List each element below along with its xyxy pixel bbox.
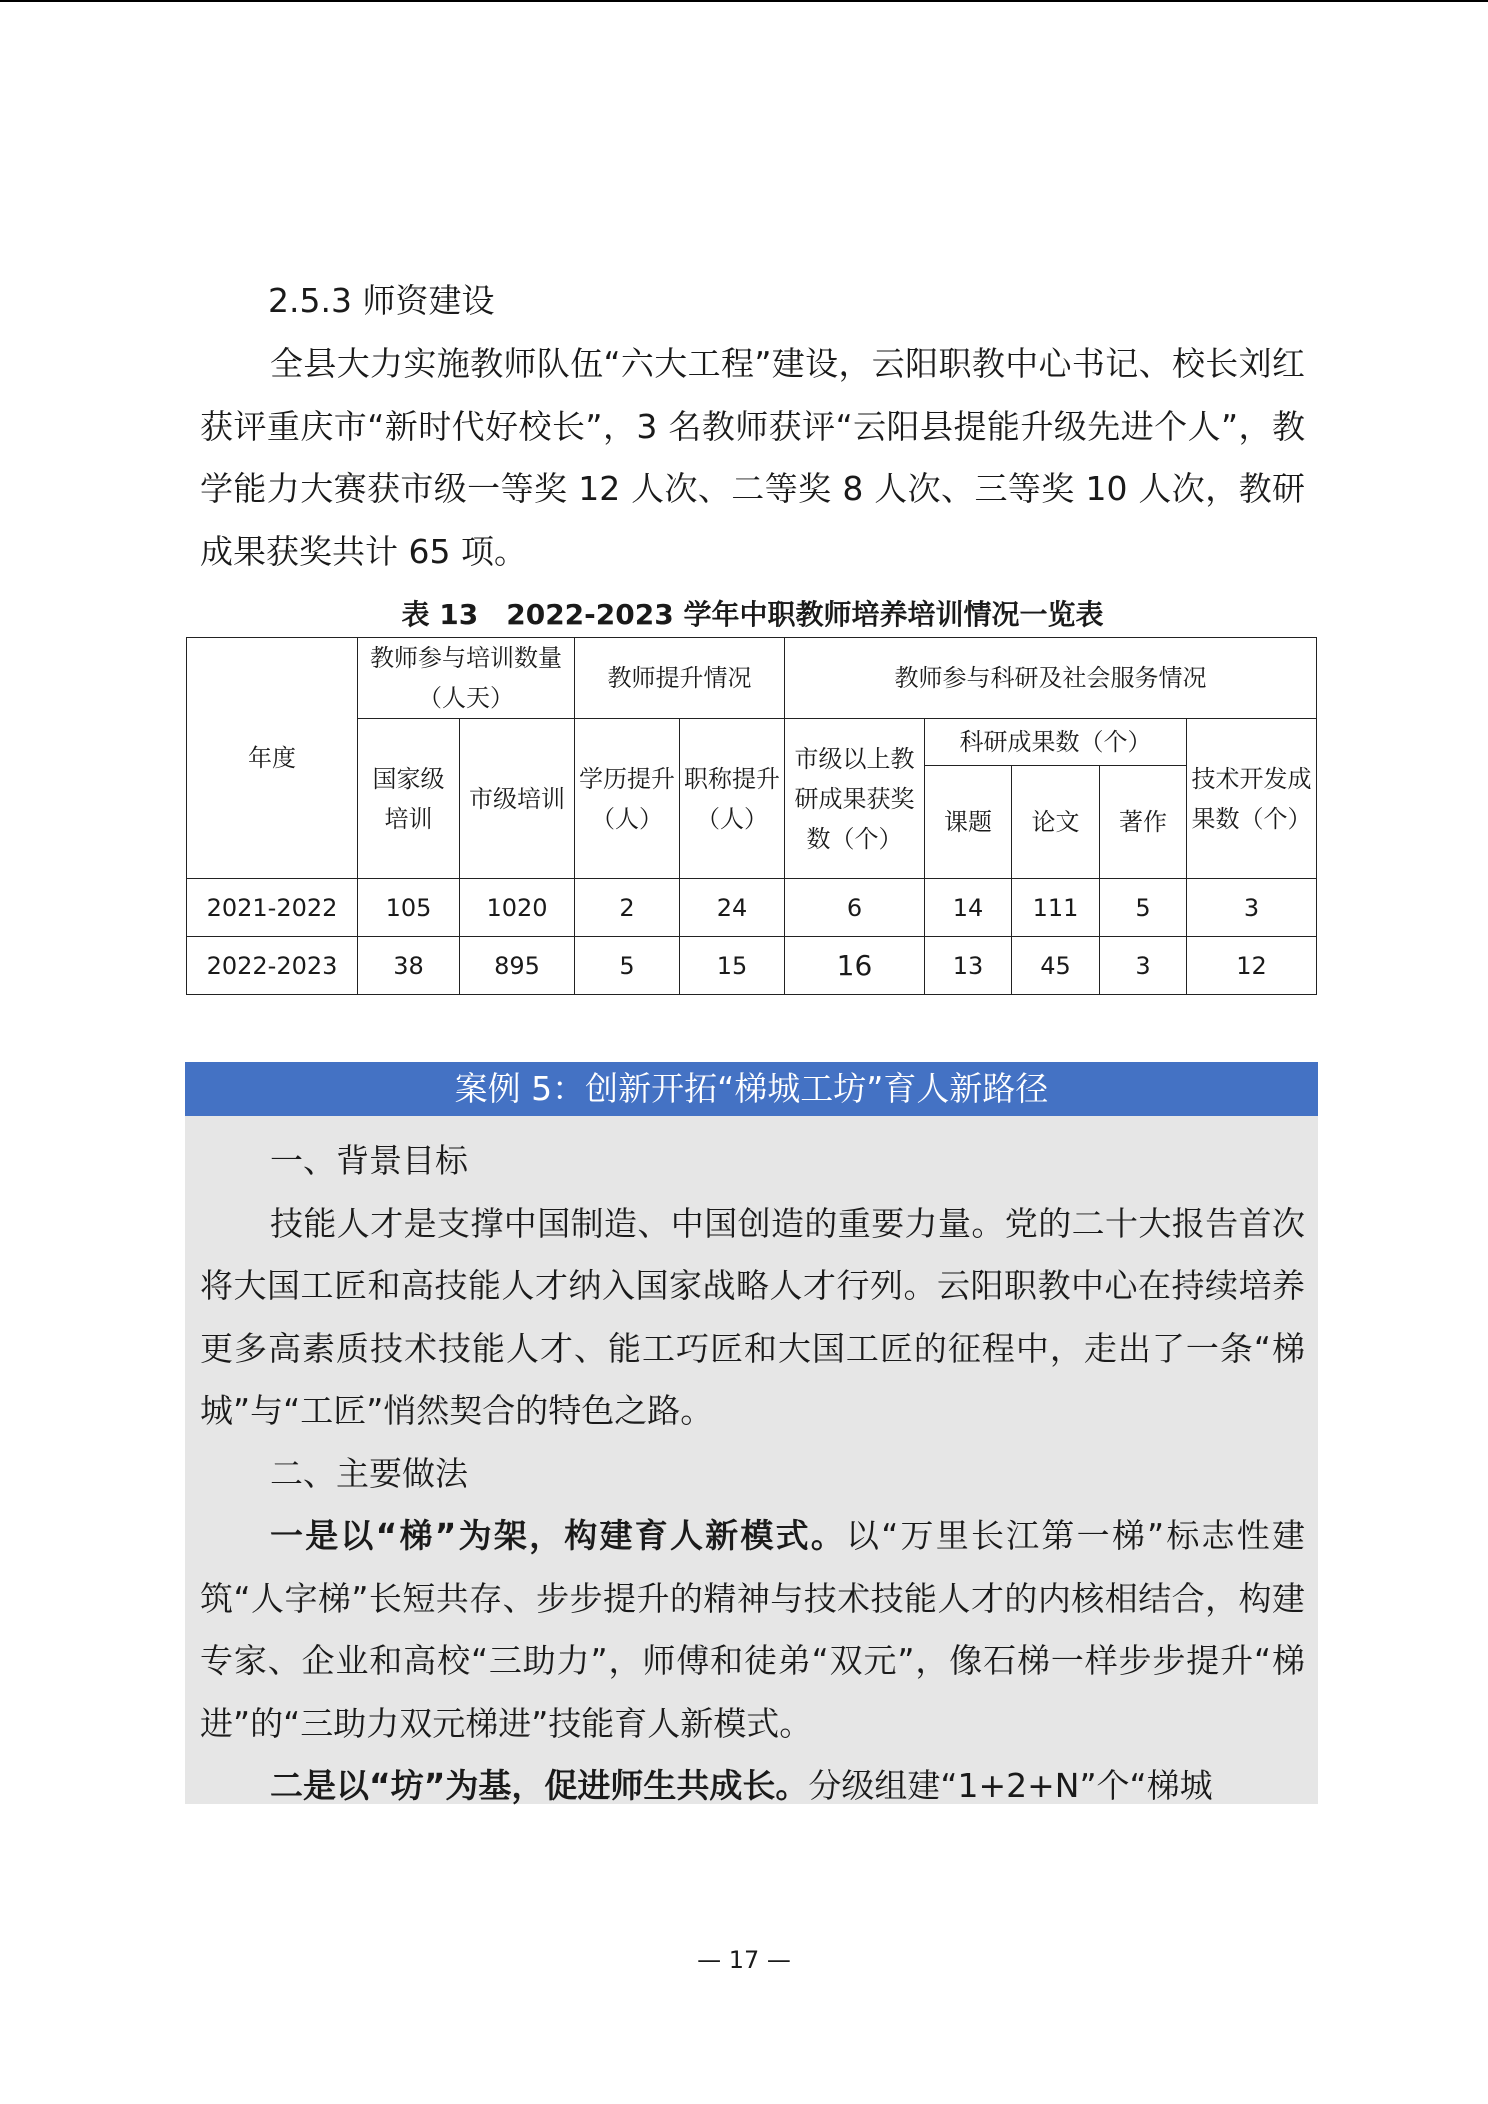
header-city: 市级培训: [460, 719, 575, 879]
header-tech: 技术开发成果数（个）: [1187, 719, 1317, 879]
page-top-border: [0, 0, 1488, 2]
cell-title: 24: [680, 879, 785, 937]
header-promotion-group: 教师提升情况: [575, 638, 785, 719]
cell-national: 105: [358, 879, 460, 937]
section-paragraph-text: 全县大力实施教师队伍“六大工程”建设，云阳职教中心书记、校长刘红获评重庆市“新时代好校长”，3 名教师获评“云阳县提能升级先进个人”，教学能力大赛获市级一等奖 12 人次、二等奖 8 人次、三等奖 10 人次，教研成果获奖共计 65 项。: [200, 344, 1305, 571]
case-heading-background: 一、背景目标: [270, 1141, 468, 1180]
case-heading-methods: 二、主要做法: [270, 1453, 468, 1493]
cell-paper: 111: [1012, 879, 1100, 937]
table-row: [187, 879, 1317, 937]
cell-book: 3: [1100, 937, 1187, 995]
header-paper: 论文: [1012, 766, 1100, 879]
header-title: 职称提升（人）: [680, 719, 785, 879]
cell-book: 5: [1100, 879, 1187, 937]
case-title: 案例 5：创新开拓“梯城工坊”育人新路径: [185, 1062, 1318, 1116]
header-book: 著作: [1100, 766, 1187, 879]
case-text: [200, 1130, 1305, 1818]
cell-city: 1020: [460, 879, 575, 937]
cell-paper: 45: [1012, 937, 1100, 995]
case-method-1-text: 以“万里长江第一梯”标志性建筑“人字梯”长短共存、步步提升的精神与技术技能人才的内核相结合，构建专家、企业和高校“三助力”，师傅和徒弟“双元”，像石梯一样步步提升“梯进”的“三助力双元梯进”技能育人新模式。: [200, 1516, 1305, 1743]
header-research-results: 科研成果数（个）: [925, 719, 1187, 766]
training-table: [186, 637, 1317, 995]
case-paragraph-background: 技能人才是支撑中国制造、中国创造的重要力量。党的二十大报告首次将大国工匠和高技能人才纳入国家战略人才行列。云阳职教中心在持续培养更多高素质技术技能人才、能工巧匠和大国工匠的征程中，走出了一条“梯城”与“工匠”悄然契合的特色之路。: [200, 1203, 1305, 1430]
cell-project: 13: [925, 937, 1012, 995]
cell-tech: 3: [1187, 879, 1317, 937]
cell-award: 16: [785, 937, 925, 995]
cell-year: 2021-2022: [187, 879, 358, 937]
header-research-group: 教师参与科研及社会服务情况: [785, 638, 1317, 719]
table-caption: 表 13 2022-2023 学年中职教师培养培训情况一览表: [401, 598, 1104, 631]
header-award: 市级以上教研成果获奖数（个）: [785, 719, 925, 879]
section-paragraph: [200, 333, 1305, 583]
case-box: [185, 1116, 1318, 1804]
header-training-group: 教师参与培训数量（人天）: [358, 638, 575, 719]
cell-tech: 12: [1187, 937, 1317, 995]
case-method-2-lead: 二是以“坊”为基，促进师生共成长。: [270, 1766, 809, 1805]
cell-degree: 5: [575, 937, 680, 995]
cell-project: 14: [925, 879, 1012, 937]
case-paragraph-method-1: [200, 1505, 1305, 1755]
page-number: — 17 —: [697, 1946, 791, 1974]
header-year: 年度: [187, 638, 358, 879]
cell-title: 15: [680, 937, 785, 995]
cell-year: 2022-2023: [187, 937, 358, 995]
header-project: 课题: [925, 766, 1012, 879]
table-row: [187, 937, 1317, 995]
cell-city: 895: [460, 937, 575, 995]
cell-degree: 2: [575, 879, 680, 937]
case-method-2-text: 分级组建“1+2+N”个“梯城: [808, 1766, 1213, 1805]
header-degree: 学历提升（人）: [575, 719, 680, 879]
cell-national: 38: [358, 937, 460, 995]
section-heading: 2.5.3 师资建设: [268, 281, 495, 320]
case-paragraph-method-2: [200, 1755, 1305, 1818]
case-method-1-lead: 一是以“梯”为架，构建育人新模式。: [270, 1516, 847, 1555]
cell-award: 6: [785, 879, 925, 937]
header-national: 国家级培训: [358, 719, 460, 879]
